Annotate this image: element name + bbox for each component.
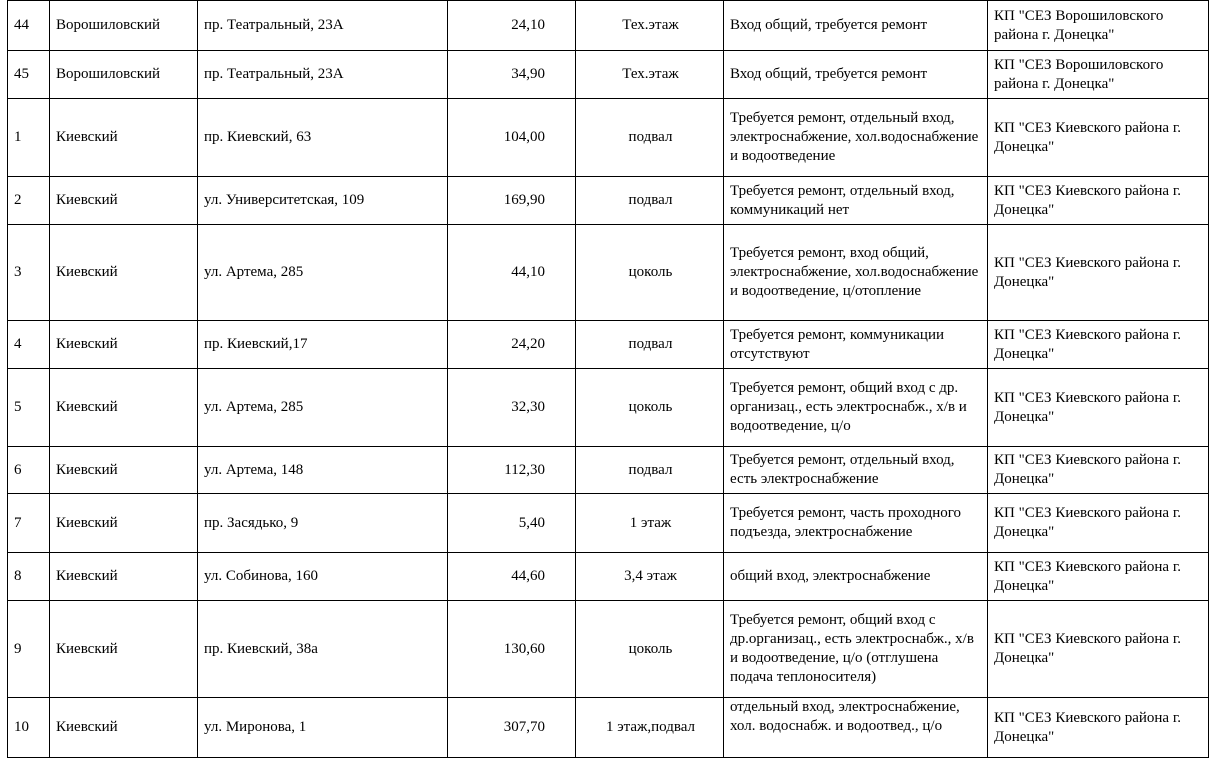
area-cell: 34,90 [448,51,576,99]
holder-cell: КП "СЕЗ Киевского района г. Донецка" [988,321,1209,369]
condition-cell: Вход общий, требуется ремонт [724,51,988,99]
holder-cell: КП "СЕЗ Киевского района г. Донецка" [988,601,1209,698]
row-number: 4 [8,321,50,369]
address-cell: ул. Артема, 285 [198,369,448,447]
table-row [8,99,1209,177]
address-cell: пр. Киевский, 63 [198,99,448,177]
row-number: 7 [8,494,50,553]
condition-cell: Требуется ремонт, вход общий, электроснабжение, хол.водоснабжение и водоотведение, ц/отопление [724,225,988,321]
district-cell: Киевский [50,177,198,225]
area-cell: 307,70 [448,698,576,758]
district-cell: Ворошиловский [50,1,198,51]
address-cell: пр. Засядько, 9 [198,494,448,553]
holder-cell: КП "СЕЗ Киевского района г. Донецка" [988,553,1209,601]
area-cell: 169,90 [448,177,576,225]
address-cell: ул. Собинова, 160 [198,553,448,601]
area-cell: 24,10 [448,1,576,51]
row-number: 2 [8,177,50,225]
floor-cell: подвал [576,321,724,369]
row-number: 8 [8,553,50,601]
address-cell: пр. Киевский,17 [198,321,448,369]
floor-cell: 1 этаж [576,494,724,553]
address-cell: ул. Артема, 148 [198,447,448,494]
holder-cell: КП "СЕЗ Киевского района г. Донецка" [988,177,1209,225]
floor-cell: подвал [576,99,724,177]
area-cell: 5,40 [448,494,576,553]
floor-cell: 1 этаж,подвал [576,698,724,758]
address-cell: ул. Артема, 285 [198,225,448,321]
district-cell: Ворошиловский [50,51,198,99]
holder-cell: КП "СЕЗ Киевского района г. Донецка" [988,369,1209,447]
floor-cell: Тех.этаж [576,1,724,51]
holder-cell: КП "СЕЗ Киевского района г. Донецка" [988,447,1209,494]
table-row [8,601,1209,698]
floor-cell: 3,4 этаж [576,553,724,601]
address-cell: ул. Миронова, 1 [198,698,448,758]
district-cell: Киевский [50,99,198,177]
floor-cell: Тех.этаж [576,51,724,99]
condition-cell: Требуется ремонт, коммуникации отсутствуют [724,321,988,369]
holder-cell: КП "СЕЗ Киевского района г. Донецка" [988,225,1209,321]
condition-cell: Вход общий, требуется ремонт [724,1,988,51]
area-cell: 130,60 [448,601,576,698]
condition-cell: Требуется ремонт, общий вход с др.организац., есть электроснабж., х/в и водоотведение, ц/о (отглушена подача теплоносителя) [724,601,988,698]
district-cell: Киевский [50,321,198,369]
district-cell: Киевский [50,225,198,321]
table-row [8,321,1209,369]
condition-cell: Требуется ремонт, отдельный вход, электроснабжение, хол.водоснабжение и водоотведение [724,99,988,177]
table-row [8,51,1209,99]
address-cell: пр. Театральный, 23А [198,51,448,99]
holder-cell: КП "СЕЗ Ворошиловского района г. Донецка" [988,1,1209,51]
row-number: 1 [8,99,50,177]
row-number: 3 [8,225,50,321]
condition-cell: Требуется ремонт, общий вход с др. организац., есть электроснабж., х/в и водоотведение, ц/о [724,369,988,447]
row-number: 9 [8,601,50,698]
condition-cell: общий вход, электроснабжение [724,553,988,601]
floor-cell: подвал [576,177,724,225]
district-cell: Киевский [50,369,198,447]
table-row [8,369,1209,447]
address-cell: ул. Университетская, 109 [198,177,448,225]
district-cell: Киевский [50,447,198,494]
table-row [8,1,1209,51]
row-number: 5 [8,369,50,447]
district-cell: Киевский [50,601,198,698]
holder-cell: КП "СЕЗ Киевского района г. Донецка" [988,494,1209,553]
area-cell: 24,20 [448,321,576,369]
condition-cell: Требуется ремонт, отдельный вход, коммуникаций нет [724,177,988,225]
floor-cell: цоколь [576,601,724,698]
area-cell: 44,60 [448,553,576,601]
floor-cell: цоколь [576,369,724,447]
table-row [8,447,1209,494]
holder-cell: КП "СЕЗ Ворошиловского района г. Донецка" [988,51,1209,99]
table-row [8,553,1209,601]
property-table [7,0,1209,758]
area-cell: 104,00 [448,99,576,177]
row-number: 44 [8,1,50,51]
district-cell: Киевский [50,494,198,553]
condition-cell: Требуется ремонт, часть проходного подъезда, электроснабжение [724,494,988,553]
floor-cell: цоколь [576,225,724,321]
area-cell: 32,30 [448,369,576,447]
row-number: 45 [8,51,50,99]
floor-cell: подвал [576,447,724,494]
condition-cell: отдельный вход, электроснабжение, хол. водоснабж. и водоотвед., ц/о [724,698,988,758]
table-row [8,225,1209,321]
area-cell: 112,30 [448,447,576,494]
table-row [8,698,1209,758]
address-cell: пр. Театральный, 23А [198,1,448,51]
row-number: 6 [8,447,50,494]
table-row [8,494,1209,553]
address-cell: пр. Киевский, 38а [198,601,448,698]
row-number: 10 [8,698,50,758]
district-cell: Киевский [50,553,198,601]
condition-cell: Требуется ремонт, отдельный вход, есть электроснабжение [724,447,988,494]
table-row [8,177,1209,225]
area-cell: 44,10 [448,225,576,321]
holder-cell: КП "СЕЗ Киевского района г. Донецка" [988,99,1209,177]
district-cell: Киевский [50,698,198,758]
holder-cell: КП "СЕЗ Киевского района г. Донецка" [988,698,1209,758]
